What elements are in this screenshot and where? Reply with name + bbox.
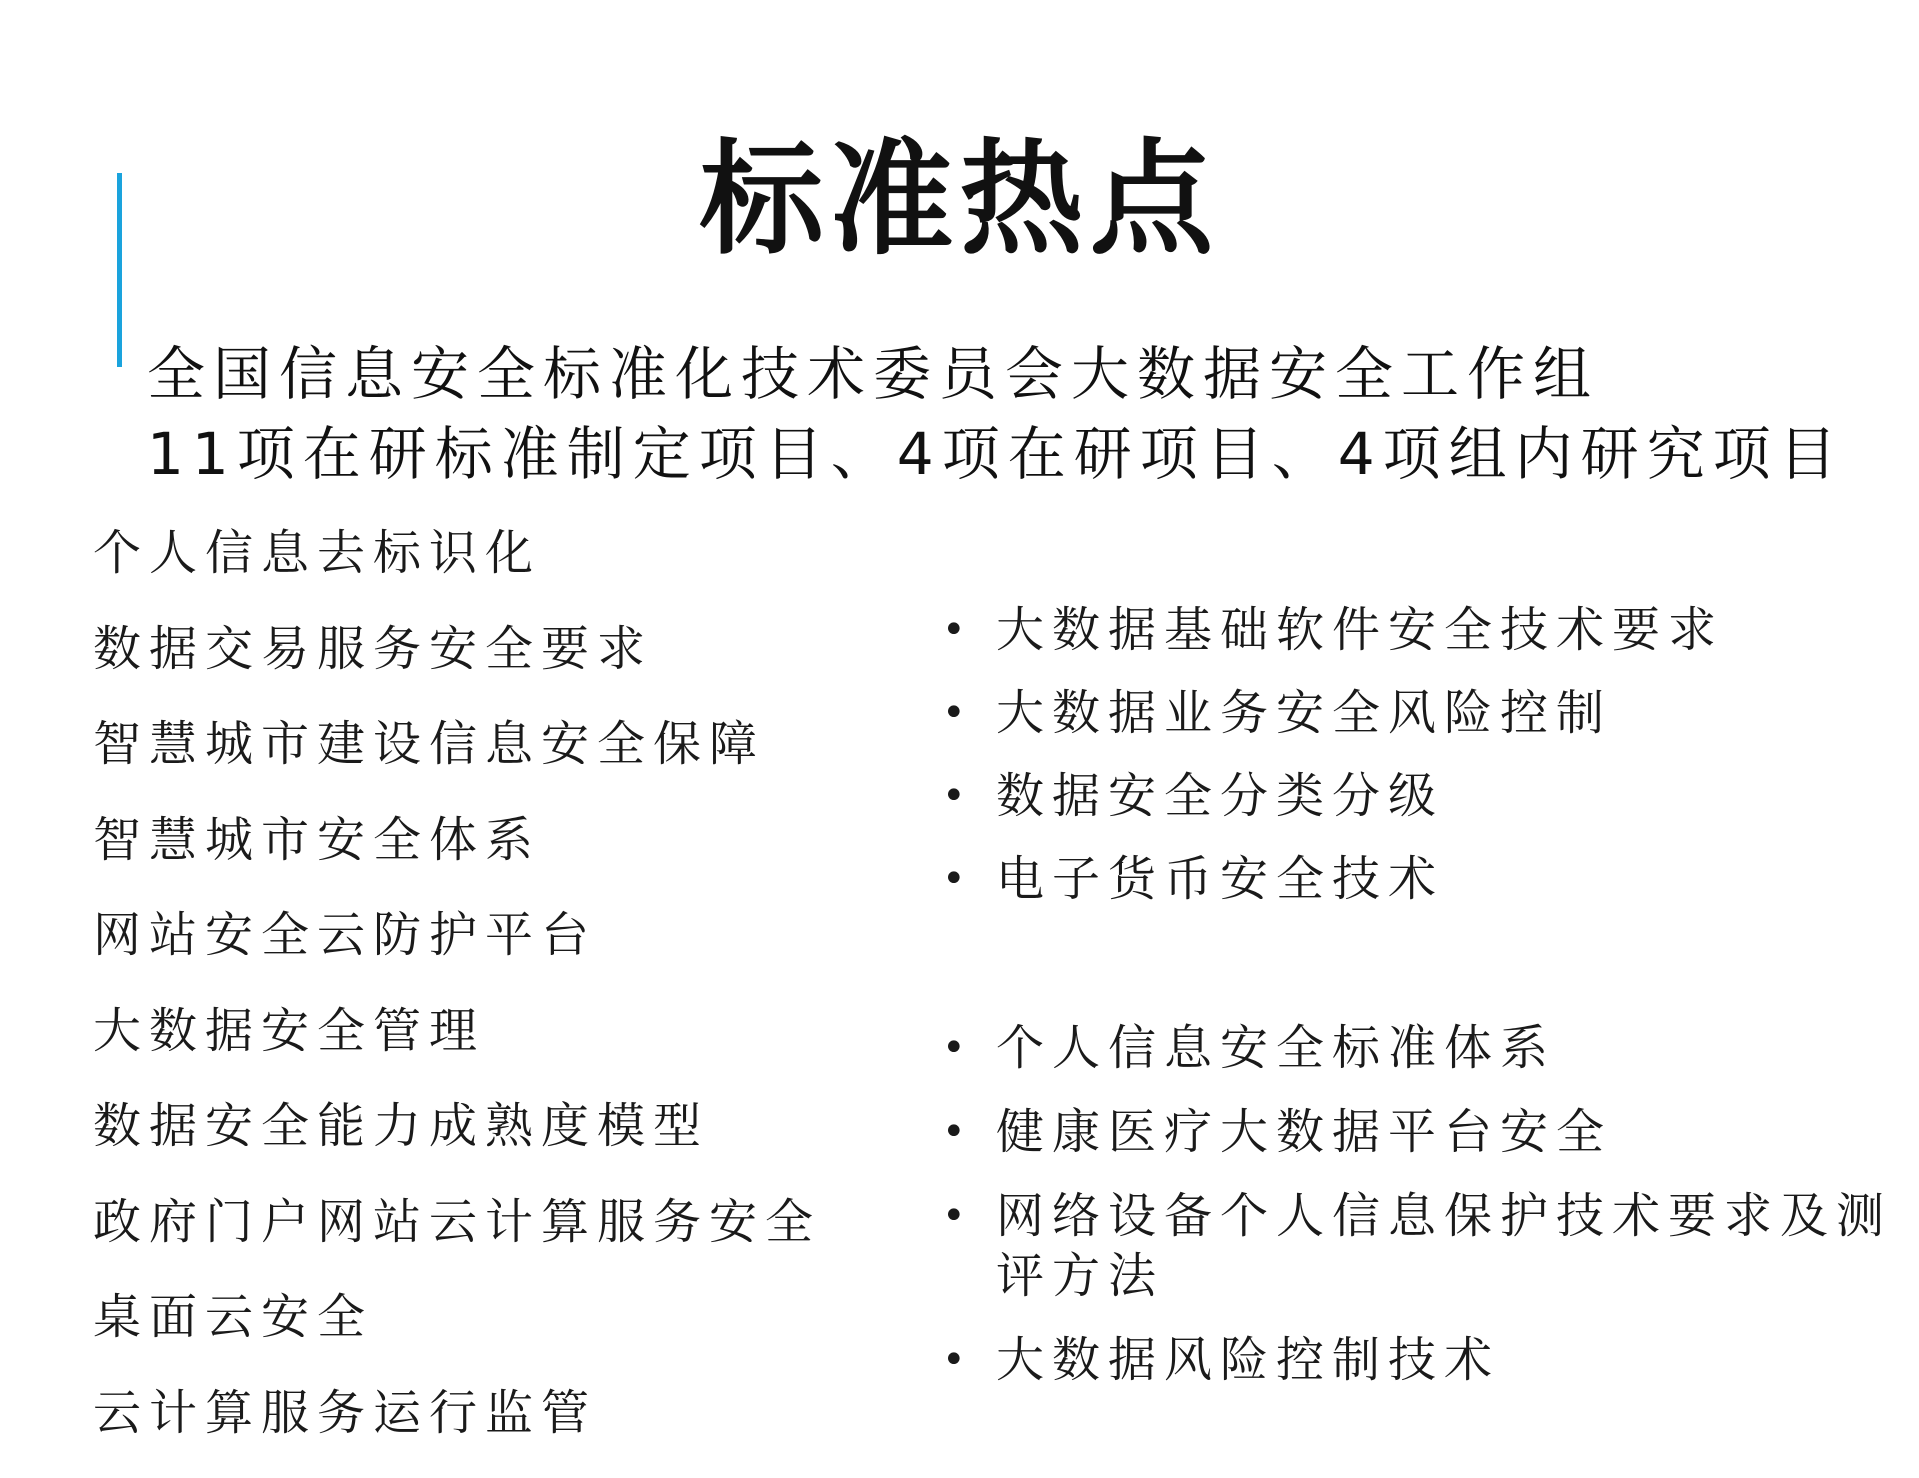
list-item: 智慧城市建设信息安全保障 [93,714,821,810]
subtitle-project-counts: 11项在研标准制定项目、4项在研项目、4项组内研究项目 [147,425,1845,483]
bullet-icon: • [942,849,974,909]
list-item: 云计算服务运行监管 [93,1383,821,1478]
right-research-projects-list [940,600,1900,932]
bullet-icon: • [942,1018,974,1078]
list-item [940,683,1900,743]
list-item: 桌面云安全 [93,1287,821,1383]
list-item: 网站安全云防护平台 [93,905,821,1001]
list-item: 数据交易服务安全要求 [93,619,821,715]
list-item-label: 电子货币安全技术 [996,849,1896,909]
list-item: 数据安全能力成熟度模型 [93,1096,821,1192]
list-item [940,1186,1900,1306]
list-item [940,1330,1900,1390]
list-item-label: 健康医疗大数据平台安全 [996,1102,1896,1162]
list-item: 大数据安全管理 [93,1001,821,1097]
bullet-icon: • [942,683,974,743]
list-item [940,1018,1900,1078]
list-item: 个人信息去标识化 [93,523,821,619]
list-item-label: 网络设备个人信息保护技术要求及测评方法 [996,1186,1896,1306]
bullet-icon: • [942,1330,974,1390]
bullet-icon: • [942,1102,974,1162]
list-item-label: 大数据基础软件安全技术要求 [996,600,1896,660]
bullet-icon: • [942,1186,974,1246]
bullet-icon: • [942,766,974,826]
list-item-label: 大数据风险控制技术 [996,1330,1896,1390]
list-item [940,1102,1900,1162]
bullet-icon: • [942,600,974,660]
page-title: 标准热点 [0,138,1919,262]
list-item: 智慧城市安全体系 [93,810,821,906]
list-item [940,849,1900,909]
list-item-label: 个人信息安全标准体系 [996,1018,1896,1078]
right-internal-research-list [940,1018,1900,1414]
left-standards-list [93,523,821,1478]
list-item [940,766,1900,826]
list-item-label: 大数据业务安全风险控制 [996,683,1896,743]
list-item-label: 数据安全分类分级 [996,766,1896,826]
list-item: 政府门户网站云计算服务安全 [93,1192,821,1288]
subtitle-committee: 全国信息安全标准化技术委员会大数据安全工作组 [147,345,1599,403]
list-item [940,600,1900,660]
